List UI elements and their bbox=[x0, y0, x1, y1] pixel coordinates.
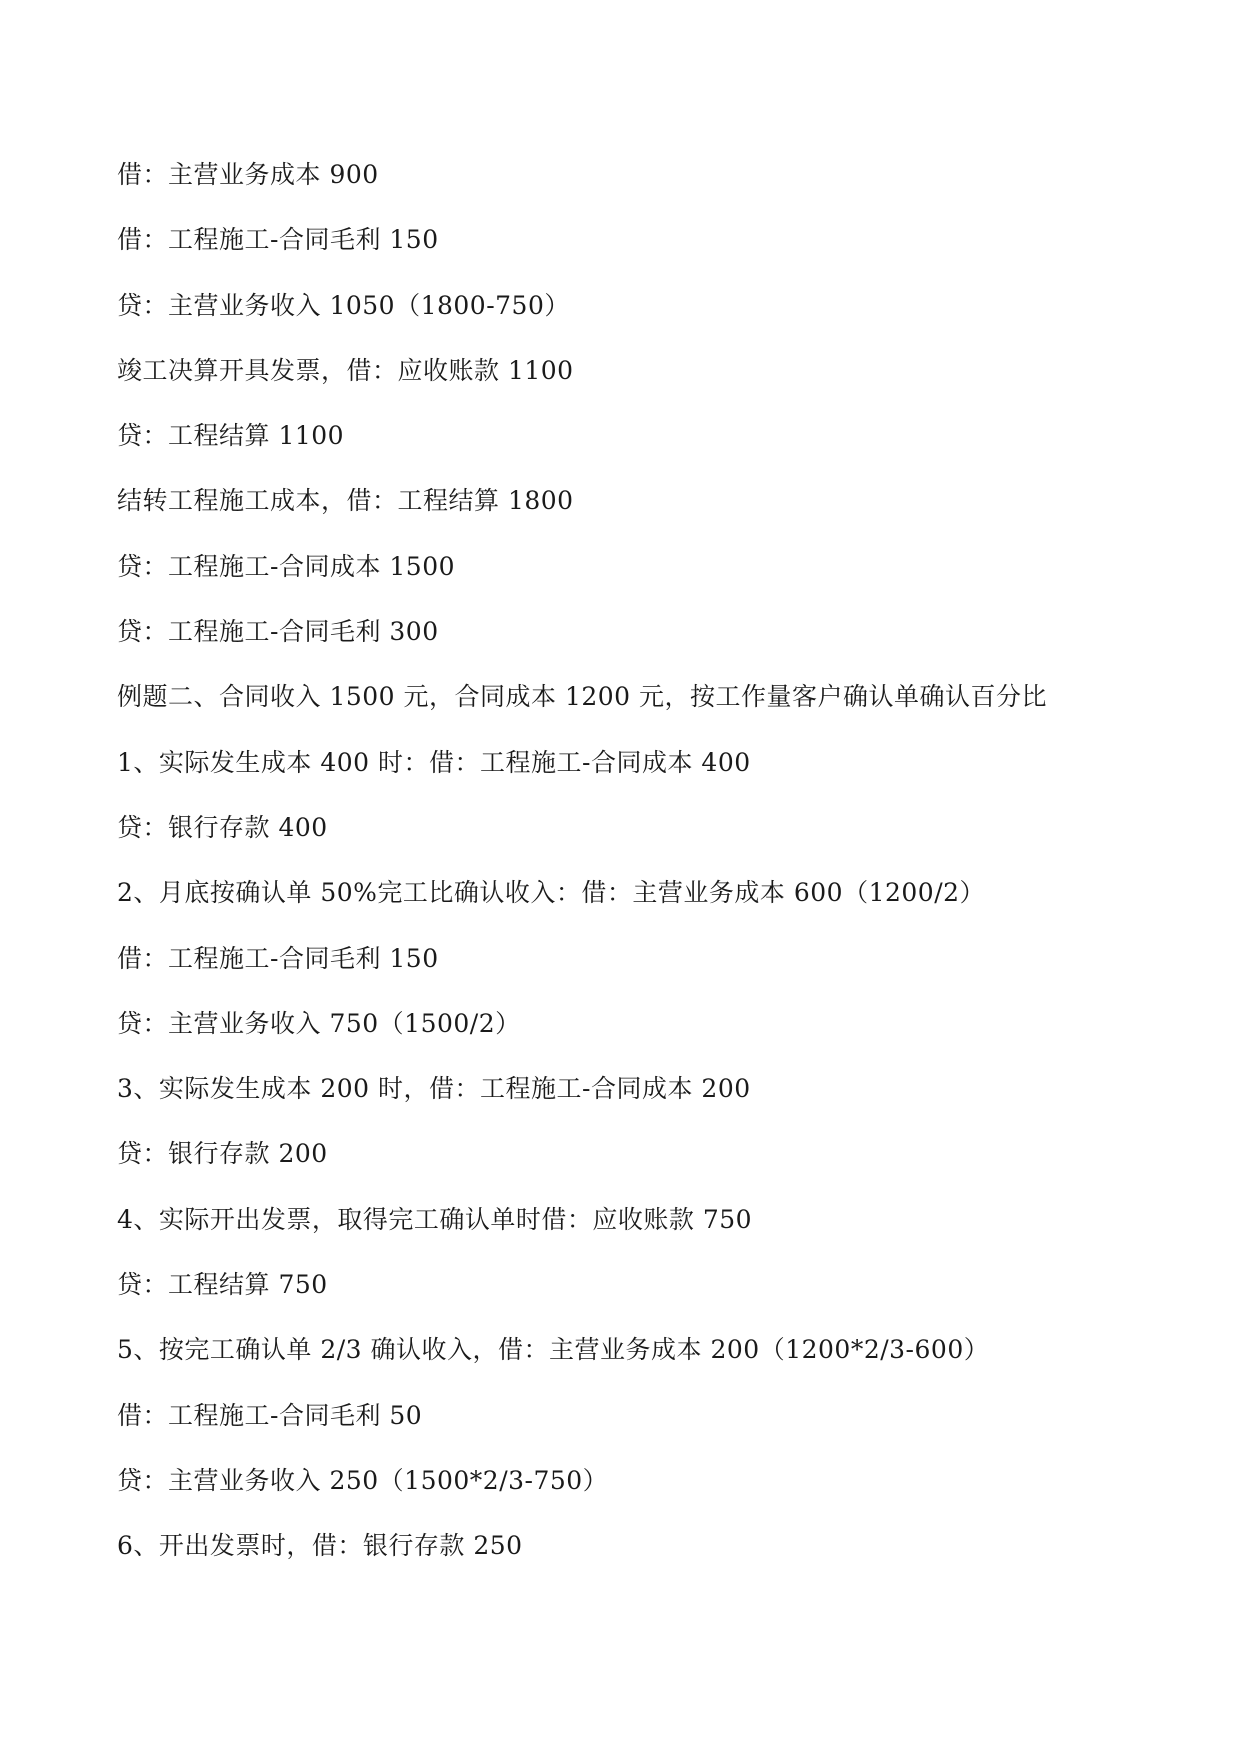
document-body bbox=[117, 160, 1177, 1597]
text-line: 6、开出发票时，借：银行存款 250 bbox=[117, 1531, 523, 1561]
text-line: 借：工程施工-合同毛利 50 bbox=[117, 1400, 423, 1430]
example-heading: 例题二、合同收入 1500 元，合同成本 1200 元，按工作量客户确认单确认百分比 bbox=[117, 682, 1048, 712]
text-line: 借：工程施工-合同毛利 150 bbox=[117, 225, 439, 255]
text-line: 贷：银行存款 400 bbox=[117, 812, 328, 842]
text-line: 贷：主营业务收入 250（1500*2/3-750） bbox=[117, 1465, 609, 1495]
text-line: 4、实际开出发票，取得完工确认单时借：应收账款 750 bbox=[117, 1204, 753, 1234]
text-line: 贷：银行存款 200 bbox=[117, 1139, 328, 1169]
text-line: 贷：工程结算 750 bbox=[117, 1270, 328, 1300]
text-line: 贷：工程结算 1100 bbox=[117, 421, 345, 451]
text-line: 贷：工程施工-合同成本 1500 bbox=[117, 551, 456, 581]
text-line: 5、按完工确认单 2/3 确认收入，借：主营业务成本 200（1200*2/3-600） bbox=[117, 1335, 990, 1365]
text-line: 借：主营业务成本 900 bbox=[117, 160, 379, 189]
text-line: 竣工决算开具发票，借：应收账款 1100 bbox=[117, 355, 574, 385]
text-line: 2、月底按确认单 50%完工比确认收入：借：主营业务成本 600（1200/2） bbox=[117, 878, 986, 908]
text-line: 3、实际发生成本 200 时，借：工程施工-合同成本 200 bbox=[117, 1074, 751, 1104]
text-line: 贷：工程施工-合同毛利 300 bbox=[117, 617, 439, 647]
text-line: 借：工程施工-合同毛利 150 bbox=[117, 943, 439, 973]
text-line: 结转工程施工成本，借：工程结算 1800 bbox=[117, 486, 574, 516]
text-line: 贷：主营业务收入 750（1500/2） bbox=[117, 1008, 521, 1038]
text-line: 1、实际发生成本 400 时：借：工程施工-合同成本 400 bbox=[117, 747, 751, 777]
text-line: 贷：主营业务收入 1050（1800-750） bbox=[117, 290, 570, 320]
